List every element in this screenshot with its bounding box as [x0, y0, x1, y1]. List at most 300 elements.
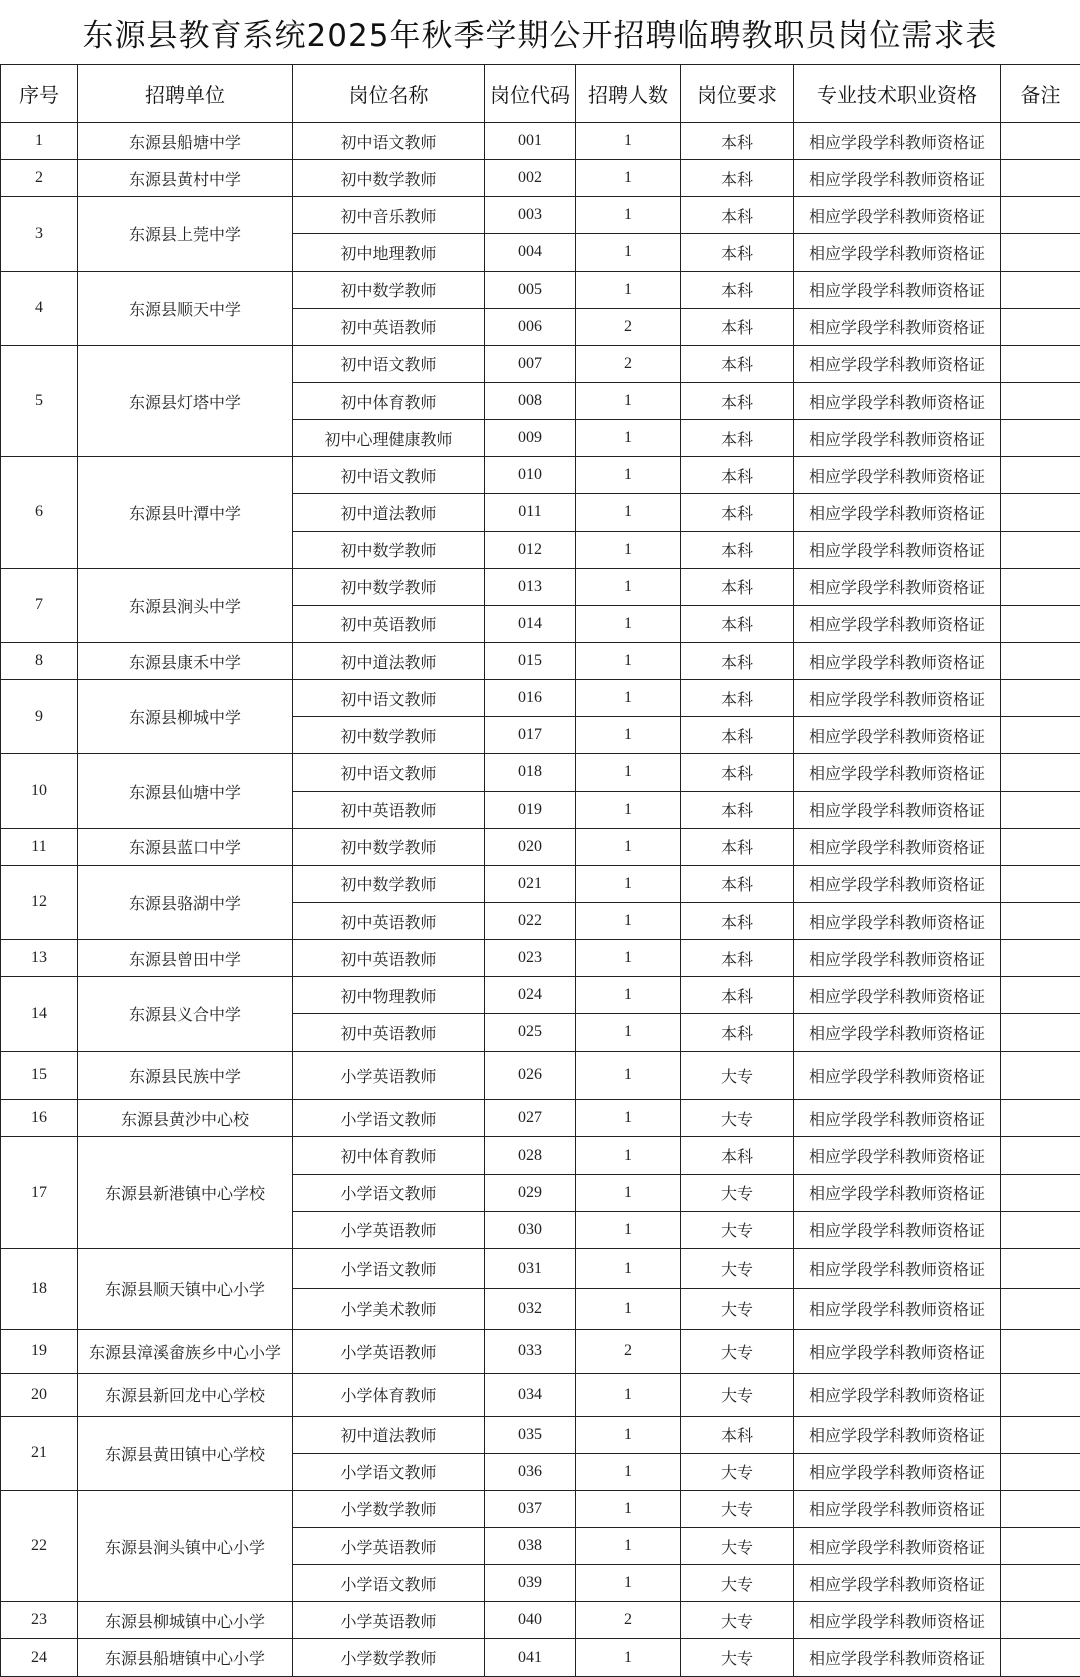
table-row [1, 123, 1080, 160]
cell-count: 1 [576, 717, 681, 754]
cell-requirement: 大专 [681, 1051, 794, 1100]
cell-unit: 东源县仙塘中学 [78, 754, 293, 828]
cell-remark [1001, 420, 1080, 457]
cell-count: 1 [576, 1639, 681, 1677]
cell-no: 8 [1, 642, 78, 679]
cell-code: 015 [485, 642, 576, 679]
cell-unit: 东源县柳城中学 [78, 680, 293, 754]
cell-position: 小学英语教师 [293, 1329, 485, 1374]
cell-requirement: 大专 [681, 1211, 794, 1248]
cell-qualification: 相应学段学科教师资格证 [794, 940, 1001, 977]
cell-qualification: 相应学段学科教师资格证 [794, 1174, 1001, 1211]
cell-position: 初中语文教师 [293, 123, 485, 160]
cell-unit: 东源县顺天中学 [78, 271, 293, 345]
cell-position: 初中道法教师 [293, 642, 485, 679]
cell-count: 2 [576, 345, 681, 382]
cell-code: 021 [485, 865, 576, 902]
cell-remark [1001, 531, 1080, 568]
cell-requirement: 大专 [681, 1289, 794, 1329]
table-row [1, 1051, 1080, 1100]
cell-count: 1 [576, 1289, 681, 1329]
cell-requirement: 大专 [681, 1602, 794, 1639]
cell-count: 1 [576, 1416, 681, 1453]
cell-qualification: 相应学段学科教师资格证 [794, 1565, 1001, 1602]
cell-requirement: 本科 [681, 457, 794, 494]
cell-position: 初中英语教师 [293, 605, 485, 642]
cell-no: 7 [1, 568, 78, 642]
cell-unit: 东源县黄沙中心校 [78, 1100, 293, 1137]
cell-qualification: 相应学段学科教师资格证 [794, 382, 1001, 419]
cell-position: 小学体育教师 [293, 1374, 485, 1416]
cell-code: 010 [485, 457, 576, 494]
cell-count: 1 [576, 531, 681, 568]
cell-requirement: 本科 [681, 345, 794, 382]
cell-remark [1001, 1565, 1080, 1602]
cell-code: 016 [485, 680, 576, 717]
cell-position: 初中体育教师 [293, 1137, 485, 1174]
cell-unit: 东源县叶潭中学 [78, 457, 293, 568]
cell-no: 15 [1, 1051, 78, 1100]
header-unit: 招聘单位 [78, 65, 293, 123]
cell-requirement: 大专 [681, 1639, 794, 1677]
cell-qualification: 相应学段学科教师资格证 [794, 1416, 1001, 1453]
cell-qualification: 相应学段学科教师资格证 [794, 642, 1001, 679]
cell-requirement: 本科 [681, 420, 794, 457]
cell-position: 初中道法教师 [293, 1416, 485, 1453]
cell-unit: 东源县黄田镇中心学校 [78, 1416, 293, 1490]
cell-remark [1001, 345, 1080, 382]
cell-code: 009 [485, 420, 576, 457]
cell-requirement: 本科 [681, 717, 794, 754]
cell-code: 001 [485, 123, 576, 160]
cell-remark [1001, 234, 1080, 271]
table-row [1, 197, 1080, 234]
cell-position: 小学语文教师 [293, 1565, 485, 1602]
cell-code: 002 [485, 160, 576, 197]
cell-position: 初中数学教师 [293, 828, 485, 865]
cell-qualification: 相应学段学科教师资格证 [794, 494, 1001, 531]
cell-position: 初中道法教师 [293, 494, 485, 531]
cell-code: 031 [485, 1248, 576, 1288]
cell-code: 036 [485, 1453, 576, 1490]
table-body [1, 123, 1080, 1677]
cell-position: 初中数学教师 [293, 271, 485, 308]
cell-remark [1001, 308, 1080, 345]
cell-requirement: 大专 [681, 1528, 794, 1565]
cell-count: 1 [576, 1211, 681, 1248]
header-requirement: 岗位要求 [681, 65, 794, 123]
table-row [1, 568, 1080, 605]
cell-position: 初中体育教师 [293, 382, 485, 419]
cell-qualification: 相应学段学科教师资格证 [794, 1490, 1001, 1527]
cell-requirement: 本科 [681, 940, 794, 977]
cell-qualification: 相应学段学科教师资格证 [794, 680, 1001, 717]
cell-remark [1001, 828, 1080, 865]
cell-count: 1 [576, 457, 681, 494]
cell-unit: 东源县涧头镇中心小学 [78, 1490, 293, 1601]
cell-position: 初中英语教师 [293, 1014, 485, 1051]
cell-qualification: 相应学段学科教师资格证 [794, 160, 1001, 197]
cell-requirement: 本科 [681, 382, 794, 419]
cell-code: 012 [485, 531, 576, 568]
cell-position: 初中数学教师 [293, 531, 485, 568]
cell-remark [1001, 457, 1080, 494]
cell-count: 1 [576, 1248, 681, 1288]
cell-unit: 东源县新港镇中心学校 [78, 1137, 293, 1248]
cell-unit: 东源县义合中学 [78, 977, 293, 1051]
cell-code: 039 [485, 1565, 576, 1602]
cell-unit: 东源县康禾中学 [78, 642, 293, 679]
cell-code: 041 [485, 1639, 576, 1677]
cell-qualification: 相应学段学科教师资格证 [794, 1014, 1001, 1051]
cell-qualification: 相应学段学科教师资格证 [794, 865, 1001, 902]
cell-unit: 东源县黄村中学 [78, 160, 293, 197]
cell-no: 3 [1, 197, 78, 271]
cell-count: 1 [576, 1374, 681, 1416]
cell-qualification: 相应学段学科教师资格证 [794, 1453, 1001, 1490]
table-row [1, 1602, 1080, 1639]
cell-unit: 东源县民族中学 [78, 1051, 293, 1100]
cell-remark [1001, 1248, 1080, 1288]
cell-no: 17 [1, 1137, 78, 1248]
cell-remark [1001, 940, 1080, 977]
cell-count: 1 [576, 865, 681, 902]
cell-no: 20 [1, 1374, 78, 1416]
cell-code: 011 [485, 494, 576, 531]
cell-requirement: 本科 [681, 605, 794, 642]
cell-remark [1001, 1211, 1080, 1248]
cell-no: 1 [1, 123, 78, 160]
cell-requirement: 本科 [681, 123, 794, 160]
cell-qualification: 相应学段学科教师资格证 [794, 717, 1001, 754]
cell-position: 初中数学教师 [293, 865, 485, 902]
cell-qualification: 相应学段学科教师资格证 [794, 568, 1001, 605]
cell-code: 004 [485, 234, 576, 271]
cell-position: 初中数学教师 [293, 717, 485, 754]
cell-qualification: 相应学段学科教师资格证 [794, 1248, 1001, 1288]
cell-count: 1 [576, 568, 681, 605]
header-no: 序号 [1, 65, 78, 123]
table-row [1, 345, 1080, 382]
cell-code: 013 [485, 568, 576, 605]
cell-position: 初中英语教师 [293, 308, 485, 345]
cell-requirement: 大专 [681, 1374, 794, 1416]
cell-code: 014 [485, 605, 576, 642]
cell-qualification: 相应学段学科教师资格证 [794, 457, 1001, 494]
table-row [1, 680, 1080, 717]
cell-qualification: 相应学段学科教师资格证 [794, 197, 1001, 234]
cell-requirement: 大专 [681, 1453, 794, 1490]
cell-code: 032 [485, 1289, 576, 1329]
cell-no: 11 [1, 828, 78, 865]
cell-requirement: 本科 [681, 234, 794, 271]
cell-qualification: 相应学段学科教师资格证 [794, 420, 1001, 457]
cell-position: 小学语文教师 [293, 1453, 485, 1490]
cell-requirement: 本科 [681, 531, 794, 568]
cell-no: 24 [1, 1639, 78, 1677]
cell-no: 2 [1, 160, 78, 197]
cell-remark [1001, 1602, 1080, 1639]
cell-code: 023 [485, 940, 576, 977]
cell-position: 初中英语教师 [293, 940, 485, 977]
cell-requirement: 大专 [681, 1565, 794, 1602]
cell-remark [1001, 1453, 1080, 1490]
cell-unit: 东源县柳城镇中心小学 [78, 1602, 293, 1639]
table-row [1, 160, 1080, 197]
cell-position: 初中心理健康教师 [293, 420, 485, 457]
table-row [1, 828, 1080, 865]
cell-count: 1 [576, 420, 681, 457]
cell-position: 初中音乐教师 [293, 197, 485, 234]
cell-count: 1 [576, 977, 681, 1014]
cell-qualification: 相应学段学科教师资格证 [794, 1289, 1001, 1329]
header-position: 岗位名称 [293, 65, 485, 123]
cell-code: 026 [485, 1051, 576, 1100]
cell-code: 033 [485, 1329, 576, 1374]
table-row [1, 754, 1080, 791]
cell-requirement: 本科 [681, 197, 794, 234]
cell-remark [1001, 1289, 1080, 1329]
cell-remark [1001, 494, 1080, 531]
cell-qualification: 相应学段学科教师资格证 [794, 308, 1001, 345]
cell-no: 4 [1, 271, 78, 345]
cell-code: 024 [485, 977, 576, 1014]
cell-count: 1 [576, 494, 681, 531]
cell-remark [1001, 1329, 1080, 1374]
cell-count: 1 [576, 1528, 681, 1565]
cell-position: 小学英语教师 [293, 1528, 485, 1565]
cell-requirement: 本科 [681, 308, 794, 345]
cell-position: 小学数学教师 [293, 1639, 485, 1677]
table-row [1, 1329, 1080, 1374]
cell-remark [1001, 717, 1080, 754]
cell-qualification: 相应学段学科教师资格证 [794, 605, 1001, 642]
cell-position: 小学英语教师 [293, 1051, 485, 1100]
cell-code: 027 [485, 1100, 576, 1137]
cell-position: 小学英语教师 [293, 1211, 485, 1248]
cell-code: 018 [485, 754, 576, 791]
cell-requirement: 本科 [681, 568, 794, 605]
cell-no: 23 [1, 1602, 78, 1639]
cell-unit: 东源县骆湖中学 [78, 865, 293, 939]
cell-requirement: 本科 [681, 828, 794, 865]
cell-count: 1 [576, 680, 681, 717]
cell-requirement: 本科 [681, 791, 794, 828]
cell-code: 038 [485, 1528, 576, 1565]
cell-unit: 东源县船塘镇中心小学 [78, 1639, 293, 1677]
cell-position: 初中数学教师 [293, 568, 485, 605]
cell-count: 1 [576, 940, 681, 977]
cell-qualification: 相应学段学科教师资格证 [794, 531, 1001, 568]
cell-unit: 东源县灯塔中学 [78, 345, 293, 456]
cell-remark [1001, 1374, 1080, 1416]
table-row [1, 642, 1080, 679]
cell-position: 小学语文教师 [293, 1174, 485, 1211]
cell-count: 1 [576, 605, 681, 642]
cell-remark [1001, 271, 1080, 308]
cell-remark [1001, 642, 1080, 679]
cell-count: 1 [576, 754, 681, 791]
cell-unit: 东源县船塘中学 [78, 123, 293, 160]
table-row [1, 865, 1080, 902]
cell-count: 1 [576, 1100, 681, 1137]
cell-count: 1 [576, 1565, 681, 1602]
cell-code: 034 [485, 1374, 576, 1416]
cell-remark [1001, 382, 1080, 419]
cell-code: 019 [485, 791, 576, 828]
cell-position: 初中物理教师 [293, 977, 485, 1014]
cell-no: 21 [1, 1416, 78, 1490]
cell-no: 18 [1, 1248, 78, 1329]
cell-count: 1 [576, 1490, 681, 1527]
cell-no: 19 [1, 1329, 78, 1374]
cell-count: 1 [576, 642, 681, 679]
cell-remark [1001, 1528, 1080, 1565]
cell-no: 6 [1, 457, 78, 568]
cell-code: 028 [485, 1137, 576, 1174]
cell-qualification: 相应学段学科教师资格证 [794, 234, 1001, 271]
table-row [1, 457, 1080, 494]
cell-remark [1001, 1100, 1080, 1137]
table-row [1, 1100, 1080, 1137]
cell-code: 022 [485, 902, 576, 939]
table-row [1, 1137, 1080, 1174]
cell-requirement: 本科 [681, 271, 794, 308]
cell-no: 9 [1, 680, 78, 754]
cell-position: 初中语文教师 [293, 345, 485, 382]
cell-qualification: 相应学段学科教师资格证 [794, 1374, 1001, 1416]
cell-qualification: 相应学段学科教师资格证 [794, 1602, 1001, 1639]
table-row [1, 1248, 1080, 1288]
cell-qualification: 相应学段学科教师资格证 [794, 977, 1001, 1014]
cell-code: 037 [485, 1490, 576, 1527]
cell-position: 初中数学教师 [293, 160, 485, 197]
header-remark: 备注 [1001, 65, 1080, 123]
cell-no: 22 [1, 1490, 78, 1601]
cell-count: 2 [576, 308, 681, 345]
cell-unit: 东源县涧头中学 [78, 568, 293, 642]
cell-requirement: 大专 [681, 1490, 794, 1527]
cell-unit: 东源县漳溪畲族乡中心小学 [78, 1329, 293, 1374]
cell-position: 小学语文教师 [293, 1100, 485, 1137]
cell-count: 1 [576, 1174, 681, 1211]
cell-remark [1001, 1639, 1080, 1677]
cell-code: 020 [485, 828, 576, 865]
header-row [1, 65, 1080, 123]
cell-code: 008 [485, 382, 576, 419]
table-row [1, 940, 1080, 977]
header-count: 招聘人数 [576, 65, 681, 123]
cell-count: 2 [576, 1329, 681, 1374]
cell-requirement: 本科 [681, 902, 794, 939]
cell-requirement: 本科 [681, 1137, 794, 1174]
cell-position: 初中语文教师 [293, 457, 485, 494]
cell-remark [1001, 1051, 1080, 1100]
cell-count: 1 [576, 1051, 681, 1100]
cell-remark [1001, 1137, 1080, 1174]
cell-remark [1001, 977, 1080, 1014]
cell-code: 035 [485, 1416, 576, 1453]
table-row [1, 271, 1080, 308]
cell-count: 1 [576, 234, 681, 271]
cell-code: 030 [485, 1211, 576, 1248]
cell-requirement: 本科 [681, 642, 794, 679]
cell-position: 小学英语教师 [293, 1602, 485, 1639]
table-row [1, 1639, 1080, 1677]
cell-no: 14 [1, 977, 78, 1051]
cell-qualification: 相应学段学科教师资格证 [794, 1211, 1001, 1248]
cell-count: 1 [576, 123, 681, 160]
cell-remark [1001, 123, 1080, 160]
cell-position: 小学美术教师 [293, 1289, 485, 1329]
cell-requirement: 本科 [681, 680, 794, 717]
cell-remark [1001, 791, 1080, 828]
cell-remark [1001, 902, 1080, 939]
cell-requirement: 本科 [681, 494, 794, 531]
cell-qualification: 相应学段学科教师资格证 [794, 1100, 1001, 1137]
cell-requirement: 本科 [681, 865, 794, 902]
cell-qualification: 相应学段学科教师资格证 [794, 1137, 1001, 1174]
cell-unit: 东源县顺天镇中心小学 [78, 1248, 293, 1329]
cell-requirement: 本科 [681, 1416, 794, 1453]
cell-no: 16 [1, 1100, 78, 1137]
cell-no: 13 [1, 940, 78, 977]
cell-position: 初中地理教师 [293, 234, 485, 271]
cell-qualification: 相应学段学科教师资格证 [794, 1051, 1001, 1100]
cell-qualification: 相应学段学科教师资格证 [794, 902, 1001, 939]
cell-position: 小学数学教师 [293, 1490, 485, 1527]
cell-requirement: 本科 [681, 754, 794, 791]
cell-unit: 东源县曾田中学 [78, 940, 293, 977]
cell-count: 1 [576, 791, 681, 828]
cell-qualification: 相应学段学科教师资格证 [794, 271, 1001, 308]
cell-count: 1 [576, 1014, 681, 1051]
page-title: 东源县教育系统2025年秋季学期公开招聘临聘教职员岗位需求表 [82, 17, 998, 54]
cell-no: 12 [1, 865, 78, 939]
cell-position: 初中英语教师 [293, 791, 485, 828]
cell-count: 1 [576, 828, 681, 865]
table-row [1, 1416, 1080, 1453]
cell-code: 007 [485, 345, 576, 382]
cell-code: 003 [485, 197, 576, 234]
cell-requirement: 大专 [681, 1100, 794, 1137]
cell-count: 1 [576, 902, 681, 939]
cell-qualification: 相应学段学科教师资格证 [794, 754, 1001, 791]
cell-requirement: 大专 [681, 1329, 794, 1374]
cell-code: 017 [485, 717, 576, 754]
cell-qualification: 相应学段学科教师资格证 [794, 345, 1001, 382]
cell-qualification: 相应学段学科教师资格证 [794, 1329, 1001, 1374]
cell-position: 初中英语教师 [293, 902, 485, 939]
cell-remark [1001, 1014, 1080, 1051]
recruitment-table [0, 64, 1080, 1677]
cell-remark [1001, 197, 1080, 234]
cell-remark [1001, 160, 1080, 197]
cell-count: 1 [576, 1137, 681, 1174]
cell-requirement: 本科 [681, 160, 794, 197]
cell-remark [1001, 1174, 1080, 1211]
cell-count: 1 [576, 197, 681, 234]
cell-code: 006 [485, 308, 576, 345]
cell-code: 025 [485, 1014, 576, 1051]
table-row [1, 1490, 1080, 1527]
cell-remark [1001, 568, 1080, 605]
cell-count: 2 [576, 1602, 681, 1639]
cell-code: 005 [485, 271, 576, 308]
cell-no: 10 [1, 754, 78, 828]
table-row [1, 977, 1080, 1014]
cell-qualification: 相应学段学科教师资格证 [794, 1528, 1001, 1565]
